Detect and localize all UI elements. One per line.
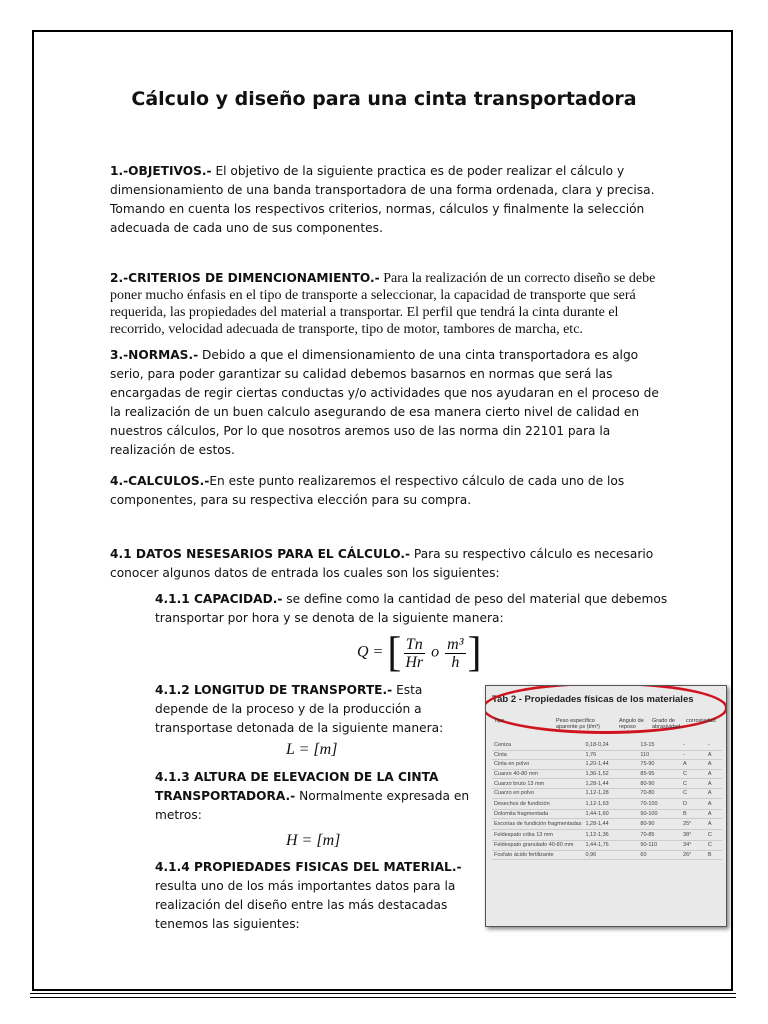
table-cell: Cinta en polvo — [492, 760, 583, 770]
fraction-numerator: Tn — [405, 635, 423, 653]
fraction-numerator: m³ — [447, 635, 464, 653]
section-objetivos — [110, 162, 670, 238]
table-cell: Cuarzo bruto 13 mm — [492, 779, 583, 789]
section-propiedades — [155, 858, 470, 934]
fraction-m3-h — [445, 636, 465, 671]
section-body: se define como la cantidad de peso del material que debemos transportar por hora y se denota de la siguiente manera: — [155, 592, 668, 625]
figure-title: Tab 2 - Propiedades físicas de los materiales — [492, 694, 694, 705]
eq-or: o — [431, 643, 440, 661]
table-cell: Escorias de fundición fragmentadas — [492, 819, 583, 830]
section-heading: 4.1.4 PROPIEDADES FISICAS DEL MATERIAL.- — [155, 860, 462, 874]
table-cell: A — [706, 798, 722, 809]
section-heading: 4.1 DATOS NESESARIOS PARA EL CÁLCULO.- — [110, 547, 411, 561]
eq-lhs: Q = — [357, 643, 384, 661]
figure-header: corrosividad — [686, 718, 716, 724]
fraction-tn-hr — [403, 636, 425, 671]
table-cell: 80-90 — [638, 819, 681, 830]
table-cell: A — [706, 760, 722, 770]
table-cell: Cuarzo 40-80 mm — [492, 769, 583, 779]
figure-header: Tipo — [494, 718, 505, 724]
section-criterios — [110, 270, 670, 338]
section-heading: 1.-OBJETIVOS.- — [110, 164, 212, 178]
red-highlight-oval — [485, 685, 727, 734]
table-cell: Feldespato criba 13 mm — [492, 830, 583, 841]
table-cell: 1,36-1,52 — [583, 769, 638, 779]
table-row — [492, 779, 722, 789]
table-cell: 34° — [681, 841, 706, 851]
section-body: Debido a que el dimensionamiento de una cinta transportadora es algo serio, para poder garantizar su calidad debemos basarnos en normas que será las encargadas de regir ciertas conductas y/o actividades que nos ayudaran en el proceso de la realización de un buen calculo asegurando de esa manera cierto nivel de calidad en nuestros cálculos, Por lo que nosotros aremos uso de las norma din 22101 para la realización de estos. — [110, 348, 659, 457]
table-cell: 110 — [638, 750, 681, 760]
table-cell: 1,76 — [583, 750, 638, 760]
table-cell: A — [706, 769, 722, 779]
table-cell: C — [681, 779, 706, 789]
section-calculos — [110, 472, 670, 510]
section-body: Esta depende de la proceso y de la producción a transportase detonada de la siguiente manera: — [155, 683, 444, 735]
table-cell: 70-85 — [638, 830, 681, 841]
bracket-right: ] — [467, 630, 482, 676]
table-cell: D — [681, 798, 706, 809]
table-cell: B — [681, 809, 706, 819]
document-title: Cálculo y diseño para una cinta transportadora — [131, 88, 637, 110]
table-cell: 13-15 — [638, 741, 681, 750]
table-cell: 75-90 — [638, 760, 681, 770]
table-cell: C — [681, 769, 706, 779]
table-row — [492, 809, 722, 819]
table-cell: 1,44-1,76 — [583, 841, 638, 851]
table-cell: A — [681, 760, 706, 770]
table-cell: A — [706, 779, 722, 789]
section-longitud — [155, 681, 470, 738]
table-row — [492, 798, 722, 809]
section-heading: 4.1.3 ALTURA DE ELEVACION DE LA CINTA TRANSPORTADORA.- — [155, 770, 439, 803]
table-cell: 70-80 — [638, 788, 681, 798]
section-altura — [155, 768, 470, 825]
table-cell: 1,12-1,63 — [583, 798, 638, 809]
section-body: El objetivo de la siguiente practica es de poder realizar el cálculo y dimensionamiento de una banda transportadora de una forma ordenada, clara y precisa. Tomando en cuenta los respectivos criterios, normas, cálculos y finalmente la selección adecuada de cada uno de sus componentes. — [110, 164, 655, 235]
table-cell: 90-110 — [638, 841, 681, 851]
table-row — [492, 769, 722, 779]
figure-header: Grado de abrasividad — [652, 718, 681, 730]
table-cell: Cinta — [492, 750, 583, 760]
bracket-left: [ — [387, 630, 402, 676]
table-cell: Ceniza — [492, 741, 583, 750]
section-heading: 4.-CALCULOS.- — [110, 474, 210, 488]
table-cell: 0,18-0,24 — [583, 741, 638, 750]
table-cell: 38° — [681, 830, 706, 841]
table-cell: Desechos de fundición — [492, 798, 583, 809]
table-cell: 1,20-1,44 — [583, 760, 638, 770]
table-row — [492, 741, 722, 750]
section-heading: 4.1.1 CAPACIDAD.- — [155, 592, 283, 606]
section-body: Para su respectivo cálculo es necesario conocer algunos datos de entrada los cuales son los siguientes: — [110, 547, 654, 580]
table-cell: B — [706, 850, 722, 860]
fraction-denominator: Hr — [405, 653, 424, 671]
table-cell: A — [706, 819, 722, 830]
section-heading: 3.-NORMAS.- — [110, 348, 199, 362]
section-heading: 2.-CRITERIOS DE DIMENCIONAMIENTO.- — [110, 271, 380, 285]
table-cell: C — [706, 841, 722, 851]
table-row — [492, 830, 722, 841]
table-cell: - — [706, 741, 722, 750]
table-cell: 1,12-1,36 — [583, 830, 638, 841]
table-cell: Fosfato ácido fertilizante — [492, 850, 583, 860]
table-cell: C — [706, 830, 722, 841]
table-cell: Feldespato granulado 40-80 mm — [492, 841, 583, 851]
table-cell: 1,28-1,44 — [583, 779, 638, 789]
table-cell: 60 — [638, 850, 681, 860]
equation-longitud: L = [m] — [286, 741, 338, 758]
section-body: En este punto realizaremos el respectivo cálculo de cada uno de los componentes, para su respectiva elección para su compra. — [110, 474, 625, 507]
table-cell: 80-90 — [638, 779, 681, 789]
equation-capacidad — [357, 632, 482, 674]
table-cell: 1,28-1,44 — [583, 819, 638, 830]
table-cell: C — [681, 788, 706, 798]
figure-header: Angulo de reposo — [619, 718, 644, 730]
table-cell: Dolomita fragmentada — [492, 809, 583, 819]
table-cell: 1,44-1,60 — [583, 809, 638, 819]
material-properties-figure — [485, 685, 727, 927]
table-cell: A — [706, 788, 722, 798]
table-cell: - — [681, 741, 706, 750]
table-cell: 25° — [681, 819, 706, 830]
table-cell: - — [681, 750, 706, 760]
section-datos — [110, 545, 670, 583]
material-properties-table — [492, 741, 722, 860]
section-heading: 4.1.2 LONGITUD DE TRANSPORTE.- — [155, 683, 393, 697]
section-normas — [110, 346, 670, 460]
table-cell: 90-100 — [638, 809, 681, 819]
figure-header: Peso específico aparente ρs (t/m³) — [556, 718, 600, 730]
table-row — [492, 841, 722, 851]
section-body: resulta uno de los más importantes datos para la realización del diseño entre las más destacadas tenemos las siguientes: — [155, 879, 456, 931]
table-cell: 1,12-1,28 — [583, 788, 638, 798]
table-row — [492, 850, 722, 860]
equation-altura: H = [m] — [286, 832, 341, 849]
table-row — [492, 819, 722, 830]
table-row — [492, 760, 722, 770]
table-cell: 0,96 — [583, 850, 638, 860]
table-row — [492, 788, 722, 798]
table-cell: A — [706, 750, 722, 760]
table-cell: 85-95 — [638, 769, 681, 779]
section-body: Normalmente expresada en metros: — [155, 789, 470, 822]
fraction-denominator: h — [451, 653, 460, 671]
page-border-bottom — [30, 993, 736, 998]
table-cell: 26° — [681, 850, 706, 860]
table-cell: Cuarzo en polvo — [492, 788, 583, 798]
table-cell: 70-100 — [638, 798, 681, 809]
section-body: Para la realización de un correcto diseño se debe poner mucho énfasis en el tipo de transporte a seleccionar, la capacidad de transporte que será requerida, las propiedades del material a transportar. El perfil que tendrá la cinta durante el recorrido, velocidad adecuada de transporte, tipo de motor, tambores de marcha, etc. — [110, 271, 656, 337]
section-capacidad — [155, 590, 675, 628]
table-row — [492, 750, 722, 760]
table-cell: A — [706, 809, 722, 819]
